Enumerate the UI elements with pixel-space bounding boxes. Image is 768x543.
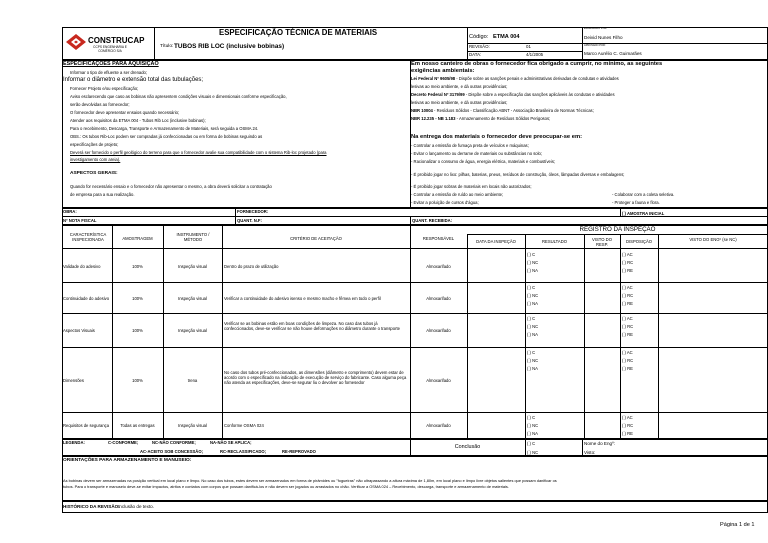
left-heading: ESPECIFICAÇÕES PARA AQUISIÇÃO xyxy=(63,61,159,67)
quant-nf-label: QUANT. N.F: xyxy=(237,218,262,223)
row-3-resultado-c[interactable]: ( ) C xyxy=(527,350,536,355)
historico-label: HISTÓRICO DA REVISÃO: xyxy=(63,504,120,509)
visto-label: Visto: xyxy=(584,450,596,455)
amostra-inicial-checkbox[interactable]: ( ) AMOSTRA INICIAL xyxy=(622,211,665,216)
doc-title: ESPECIFICAÇÃO TÉCNICA DE MATERIAIS xyxy=(219,28,378,37)
quant-recebida-label: QUANT. RECEBIDA: xyxy=(412,218,453,223)
row-1-disposicao-rc[interactable]: ( ) RC xyxy=(622,293,634,298)
aspectos-heading: ASPECTOS GERAIS: xyxy=(70,171,118,176)
row-2-disposicao-re[interactable]: ( ) RE xyxy=(622,332,633,337)
row-3-criterio: No caso dos tubos pré-confeccionados, as dimensões (diâmetro e comprimento) devem estar de acordo com o especificado na indicação de execução de serviço do fabricante. Caso alguma peça não atenda as especificações, deve-se segurar liu o devolver ao fornesedor xyxy=(224,370,407,386)
row-1-disposicao-ac[interactable]: ( ) AC xyxy=(622,285,633,290)
th-caracteristica: CARACTERÍSTICA INSPECIONADA xyxy=(69,232,107,243)
aspectos-line-1: Quando for necessário ensaio e o fornecedor não apresentar o mesmo, a obra deverá solicitar a contratação xyxy=(70,184,272,189)
row-1-disposicao-re[interactable]: ( ) RE xyxy=(622,301,633,306)
obra-label: OBRA: xyxy=(63,209,77,214)
row-2-caracteristica: Aspectos Visuais xyxy=(63,328,95,333)
row-4-amostragem: Todas as entregas xyxy=(120,423,155,428)
orientacoes-heading: ORIENTAÇÕES PARA ARMAZENAMENTO E MANUSEIO: xyxy=(63,458,192,463)
row-0-criterio: Dentro do prazo de utilização xyxy=(224,264,279,269)
row-2-resultado-na[interactable]: ( ) NA xyxy=(527,332,538,337)
row-0-disposicao-ac[interactable]: ( ) AC xyxy=(622,252,633,257)
row-0-amostragem: 100% xyxy=(132,264,143,269)
legend-na: NA-NÃO SE APLICA; xyxy=(210,440,252,445)
th-registro: REGISTRO DA INSPEÇÃO xyxy=(579,226,656,233)
entrega-2: - Racionalizar o consumo de água, energia elétrica, materiais e combustíveis; xyxy=(411,159,556,164)
company-logo xyxy=(66,33,150,53)
row-4-criterio: Conforme OSMA 024 xyxy=(224,423,264,428)
th-criterio: CRITÉRIO DE ACEITAÇÃO xyxy=(290,236,342,241)
left-underline-1: Deverá ser fornecido o perfil geológico do terreno para que o fornecedor avalie sua compatibilidade com o sistema Rib-loc projetado (para xyxy=(70,150,327,155)
left-line-2: Fornecer Projeto e/ou especificação; xyxy=(70,86,139,91)
entrega-5: - Controlar a emissão de ruído ao meio ambiente; xyxy=(411,192,504,197)
row-1-criterio: Verificar a continuidade do adesivo isenso e mesmo macho e fêmea em todo o perfil xyxy=(224,296,381,301)
row-2-resultado-nc[interactable]: ( ) NC xyxy=(527,324,539,329)
historico-value: Inclusão de texto. xyxy=(118,504,155,509)
left-obs2: especificações de projeto; xyxy=(70,142,119,147)
entrega-heading: Na entrega dos materiais o fornecedor deve preocupar-se em: xyxy=(411,134,583,140)
row-2-resultado-c[interactable]: ( ) C xyxy=(527,316,536,321)
left-line-7: Para o recebimento, Descarga, Transporte e Armazenamento de Materiais, será seguida a OSMA 24. xyxy=(70,126,259,131)
row-3-disposicao-re[interactable]: ( ) RE xyxy=(622,366,633,371)
row-4-disposicao-rc[interactable]: ( ) RC xyxy=(622,423,634,428)
row-4-resultado-nc[interactable]: ( ) NC xyxy=(527,423,539,428)
right-heading-2: exigências ambientais: xyxy=(411,68,475,74)
right-law-5: NBR 12.235 - NB 1.183 - Armazenamento de Resíduos Sólidos Perigosos; xyxy=(411,116,551,121)
left-line-5: O fornecedor deve apresentar ensaios quando necessário; xyxy=(70,110,180,115)
orientacoes-text-2: tubos. Para o transporte e manuseio deve-se evitar impactos, atritos e contatos com corpos que possam danificá-los e não devem ser jogados ou arrastados no chão. Verificar a OSMA 024 – Recebimento, descarga, transporte e armazenamento de materiais. xyxy=(63,484,509,489)
th-resultado: RESULTADO xyxy=(542,239,567,244)
th-data: DATA DA INSPEÇÃO xyxy=(476,239,516,244)
data-label: DATA: xyxy=(469,52,482,57)
row-1-resultado-c[interactable]: ( ) C xyxy=(527,285,536,290)
row-1-instrumento: Inspeção visual xyxy=(178,296,207,301)
elaborado-value: Deivid Nunes Filho xyxy=(584,35,623,40)
left-underline-2: investigamento com areia). xyxy=(70,157,121,162)
codigo-value: ETMA 004 xyxy=(493,34,520,40)
right-law-4: NBR 10004 - Resíduos Sólidos - Classificação ABNT - Associação Brasileira de Normas Técnicas; xyxy=(411,108,594,113)
row-4-disposicao-re[interactable]: ( ) RE xyxy=(622,431,633,436)
data-value: 4/1/2005 xyxy=(526,52,544,57)
entrega-3: - É proibido jogar no lixo: pilhas, baterias, pneus, resíduos de construção, óleos, lâmpadas diversas e embalagens; xyxy=(411,172,625,177)
nota-fiscal-label: Nº NOTA FISCAL xyxy=(63,218,97,223)
entrega-6: - Evitar a poluição de cursos d'água; xyxy=(411,200,479,205)
row-2-instrumento: Inspeção visual xyxy=(178,328,207,333)
logo-text: CONSTRUCAP xyxy=(88,36,145,45)
entrega-4: - É proibido jogar sobras de materiais em locais não autorizados; xyxy=(411,184,532,189)
right-law-3: lesivas ao meio ambiente, e dá outras providências; xyxy=(411,100,508,105)
historico-box xyxy=(62,501,768,513)
legend-ac: AC-ACEITO SOB CONCESSÃO; xyxy=(140,449,203,454)
row-4-disposicao-ac[interactable]: ( ) AC xyxy=(622,415,633,420)
nome-eng-label: Nome do Engº: xyxy=(584,441,616,446)
row-2-amostragem: 100% xyxy=(132,328,143,333)
row-3-caracteristica: Dimensões xyxy=(63,378,84,383)
entrega-1: - Evitar o lançamento ou derrame de materiais ou substâncias no solo; xyxy=(411,151,543,156)
left-line-4: serão devolvidas ao fornecedor; xyxy=(70,102,130,107)
titulo-label: Título: xyxy=(160,44,174,49)
legend-label: LEGENDA: xyxy=(63,440,85,445)
legend-c: C-CONFORME; xyxy=(108,440,139,445)
th-amostragem: AMOSTRAGEM xyxy=(122,236,153,241)
page-number: Página 1 de 1 xyxy=(720,522,755,528)
row-1-amostragem: 100% xyxy=(132,296,143,301)
row-4-instrumento: Inspeção visual xyxy=(178,423,207,428)
revisao-value: 01 xyxy=(526,44,531,49)
row-0-caracteristica: Validade do adesivo xyxy=(63,264,101,269)
legend-nc: NC-NÃO CONFORME; xyxy=(152,440,196,445)
fornecedor-label: FORNECEDOR: xyxy=(237,209,269,214)
row-0-instrumento: Inspeção visual xyxy=(178,264,207,269)
th-disposicao: DISPOSIÇÃO xyxy=(625,239,653,244)
row-1-resultado-na[interactable]: ( ) NA xyxy=(527,301,538,306)
row-3-disposicao-ac[interactable]: ( ) AC xyxy=(622,350,633,355)
row-0-disposicao-rc[interactable]: ( ) RC xyxy=(622,260,634,265)
row-4-responsavel: Almoxarifado xyxy=(426,423,451,428)
conclusao-label: Conclusão xyxy=(454,444,481,450)
row-3-responsavel: Almoxarifado xyxy=(426,378,451,383)
left-line-0: Informar o tipo de efluente a ser drenado; xyxy=(70,70,148,75)
row-3-disposicao-rc[interactable]: ( ) RC xyxy=(622,358,634,363)
row-0-responsavel: Almoxarifado xyxy=(426,264,451,269)
th-visto-eng: VISTO DO ENGº (se NC) xyxy=(689,237,737,242)
aspectos-line-2: de empresa para a sua realização. xyxy=(70,192,135,197)
row-2-disposicao-ac[interactable]: ( ) AC xyxy=(622,316,633,321)
conclusao-c-checkbox[interactable]: ( ) C xyxy=(527,441,536,446)
conclusao-nc-checkbox[interactable]: ( ) NC xyxy=(527,450,539,455)
logo-icon xyxy=(66,34,86,50)
right-law-0: Lei Federal Nº 9605/98 - Dispõe sobre as sanções penais e administrativas derivadas de condutas e atividades xyxy=(411,76,619,81)
row-3-instrumento: trena xyxy=(187,378,198,383)
legend-rc: RC-RECLASSIFICADO; xyxy=(220,449,267,454)
left-line-1: Informar o diâmetro e extensão total das tubulações; xyxy=(63,77,204,83)
elaborado-label: ELABORADO POR: xyxy=(584,27,608,30)
row-3-resultado-na[interactable]: ( ) NA xyxy=(527,366,538,371)
codigo-label: Código: xyxy=(469,34,489,40)
row-1-responsavel: Almoxarifado xyxy=(426,296,451,301)
left-line-3: Aviso esclarecendo que caso as bobinas não apresentem condições visuais e dimensionais conforme especificação, xyxy=(70,94,287,99)
legend-re: RE-REPROVADO xyxy=(282,449,316,454)
row-0-resultado-nc[interactable]: ( ) NC xyxy=(527,260,539,265)
aprovado-label: APROVADO POR: xyxy=(584,44,606,47)
titulo-value: TUBOS RIB LOC (inclusive bobinas) xyxy=(174,43,285,50)
row-1-resultado-nc[interactable]: ( ) NC xyxy=(527,293,539,298)
right-law-2: Decreto Federal Nº 3179/99 - Dispõe sobre a especificação das sanções aplicáveis às condutas e atividades xyxy=(411,92,615,97)
row-0-disposicao-re[interactable]: ( ) RE xyxy=(622,268,633,273)
row-3-amostragem: 100% xyxy=(132,378,143,383)
entrega-extra-2: - Proteger a fauna e flora. xyxy=(612,200,660,205)
row-4-caracteristica: Requisitos de segurança xyxy=(63,423,110,428)
row-4-resultado-na[interactable]: ( ) NA xyxy=(527,431,538,436)
revisao-label: REVISÃO: xyxy=(469,44,490,49)
entrega-extra-1: - Colaborar com a coleta seletiva. xyxy=(612,192,675,197)
orientacoes-text-1: As bobinas devem ser armazenadas na posição vertical em local plano e limpo. No caso dos tubos, estes devem ser armazenados em forma de pirâmides ou "fogueiras" não ultrapassando a altura máxima de 1,80m, em local plano e limpo livre objetos salientes que possam danificar os xyxy=(63,478,557,483)
th-instrumento: INSTRUMENTO / MÉTODO xyxy=(176,232,210,243)
row-2-criterio: Verificar se as bobinas estão em boas condições de limpeza. No caso das tubos já confeccionados, deve-se verificar se não houve deformações no diâmetro durante o transporte xyxy=(224,321,400,332)
row-2-disposicao-rc[interactable]: ( ) RC xyxy=(622,324,634,329)
row-0-resultado-na[interactable]: ( ) NA xyxy=(527,268,538,273)
right-law-1: lesivas ao meio ambiente, e dá outras providências; xyxy=(411,84,508,89)
row-1-caracteristica: Continuidade do adesivo xyxy=(63,296,110,301)
th-visto: VISTO DO RESP. xyxy=(592,237,612,248)
logo-subtext: CCPS ENGENHARIA E COMÉRCIO S/A xyxy=(93,45,127,53)
entrega-0: - Controlar a emissão de fumaça preta de veículos e máquinas; xyxy=(411,143,529,148)
row-0-resultado-c[interactable]: ( ) C xyxy=(527,252,536,257)
row-2-responsavel: Almoxarifado xyxy=(426,328,451,333)
row-3-resultado-nc[interactable]: ( ) NC xyxy=(527,358,539,363)
left-line-6: Atender aos requisitos da ETMA 004 - Tubos Rib Loc (inclusive bobinas); xyxy=(70,118,206,123)
left-obs: OBS.: Os tubos Rib-Loc podem ser compradas já confeccionadas ou em forma de bobinas seguindo as xyxy=(70,134,263,139)
th-responsavel: RESPONSÁVEL xyxy=(422,236,455,241)
row-4-resultado-c[interactable]: ( ) C xyxy=(527,415,536,420)
right-heading-1: Em nosso canteiro de obras o fornecedor fica obrigado a cumprir, no mínimo, as seguintes xyxy=(411,61,663,67)
aprovado-value: Marco Aurélio C. Guimarães xyxy=(584,51,642,56)
